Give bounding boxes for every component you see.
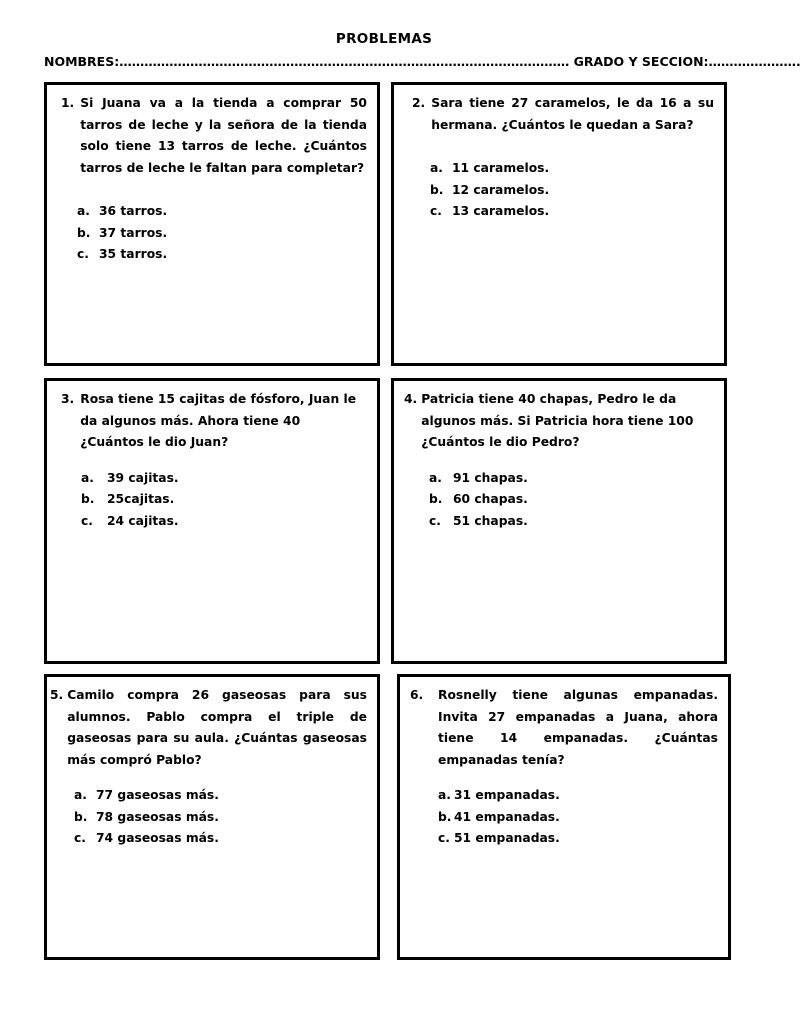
option-a[interactable]: a. 91 chapas. <box>429 470 528 485</box>
options-list <box>61 201 367 266</box>
question-text: Camilo compra 26 gaseosas para sus alumnos. Pablo compra el triple de gaseosas para su aula. ¿Cuántas gaseosas más compró Pablo? <box>67 688 367 767</box>
options-list <box>61 468 367 533</box>
page-title: PROBLEMAS <box>335 31 433 47</box>
question <box>410 685 718 771</box>
option-b[interactable]: b. 60 chapas. <box>429 492 528 506</box>
option-b[interactable]: b. 41 empanadas. <box>438 809 560 824</box>
problem-box-5 <box>44 674 380 960</box>
question-number: 3. <box>61 392 75 406</box>
nombres-field[interactable]: ……………………………………………………………………………………………… <box>119 54 570 69</box>
question <box>412 93 714 136</box>
problem-box-1 <box>44 82 380 366</box>
option-c[interactable]: c. 13 caramelos. <box>430 204 550 218</box>
problem-box-3 <box>44 378 380 664</box>
options-list <box>50 785 367 850</box>
student-header <box>44 54 801 69</box>
option-b[interactable]: b. 37 tarros. <box>77 225 168 240</box>
problem-box-6 <box>397 674 731 960</box>
option-c[interactable]: c. 51 empanadas. <box>438 831 560 845</box>
question-number: 2. <box>412 96 426 110</box>
problem-box-2 <box>391 82 727 366</box>
option-b[interactable]: b. 78 gaseosas más. <box>74 809 219 824</box>
option-c[interactable]: c. 24 cajitas. <box>81 513 179 528</box>
options-list <box>404 468 714 533</box>
problem-box-4 <box>391 378 727 664</box>
option-b[interactable]: b. 12 caramelos. <box>430 182 550 197</box>
options-list <box>410 785 718 850</box>
question-text: Si Juana va a la tienda a comprar 50 tarros de leche y la señora de la tienda solo tiene 13 tarros de leche. ¿Cuántos tarros de leche le faltan para completar? <box>80 96 367 175</box>
question-number: 5. <box>50 688 64 702</box>
option-a[interactable]: a. 39 cajitas. <box>81 470 179 485</box>
option-b[interactable]: b. 25cajitas. <box>81 492 175 506</box>
question-number: 4. <box>404 392 418 406</box>
question-text: Rosnelly tiene algunas empanadas. Invita 27 empanadas a Juana, ahora tiene 14 empanadas. ¿Cuántas empanadas tenía? <box>438 688 718 767</box>
question <box>61 389 367 454</box>
question-number: 6. <box>410 688 424 702</box>
question <box>404 389 714 454</box>
question-text: Patricia tiene 40 chapas, Pedro le da algunos más. Si Patricia hora tiene 100 ¿Cuántos le dio Pedro? <box>421 392 694 449</box>
option-c[interactable]: c. 51 chapas. <box>429 513 528 528</box>
option-c[interactable]: c. 35 tarros. <box>77 247 168 261</box>
grado-label: GRADO Y SECCION: <box>573 54 709 69</box>
option-c[interactable]: c. 74 gaseosas más. <box>74 831 219 845</box>
nombres-label: NOMBRES: <box>44 54 120 69</box>
option-a[interactable]: a. 36 tarros. <box>77 204 168 218</box>
options-list <box>412 158 714 223</box>
option-a[interactable]: a. 77 gaseosas más. <box>74 788 219 802</box>
question-text: Rosa tiene 15 cajitas de fósforo, Juan le da algunos más. Ahora tiene 40 ¿Cuántos le dio Juan? <box>80 392 357 449</box>
grado-field[interactable]: …………………. <box>708 54 801 69</box>
question-text: Sara tiene 27 caramelos, le da 16 a su hermana. ¿Cuántos le quedan a Sara? <box>431 96 714 132</box>
option-a[interactable]: a. 31 empanadas. <box>438 788 560 802</box>
question <box>50 685 367 771</box>
question <box>61 93 367 179</box>
question-number: 1. <box>61 96 75 110</box>
option-a[interactable]: a. 11 caramelos. <box>430 161 550 175</box>
